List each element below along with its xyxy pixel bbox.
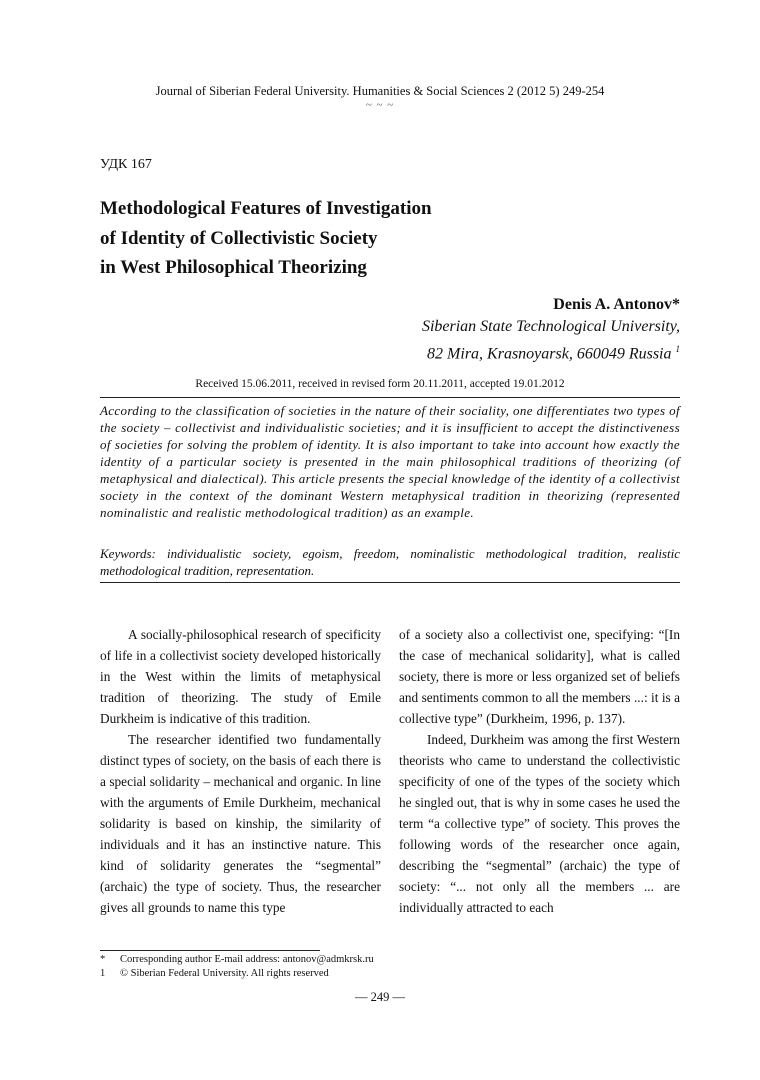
keywords: Keywords: individualistic society, egoism, freedom, nominalistic methodological tradition, realistic methodological tradition, representation. (100, 546, 680, 578)
affiliation-footnote-mark: 1 (675, 344, 680, 354)
title-line: in West Philosophical Theorizing (100, 257, 367, 278)
affiliation-address: 82 Mira, Krasnoyarsk, 660049 Russia (427, 345, 676, 363)
body-column-left (100, 624, 381, 918)
author-name: Denis A. Antonov* (553, 296, 680, 313)
received-dates: Received 15.06.2011, received in revised form 20.11.2011, accepted 19.01.2012 (195, 378, 565, 390)
page-number: — 249 — (355, 990, 405, 1004)
footnote-mark: 1 (100, 968, 106, 979)
author-affiliation (422, 316, 680, 365)
body-paragraph: of a society also a collectivist one, specifying: “[In the case of mechanical solidarity], what is called society, there is more or less organized set of beliefs and sentiments common to all the members ...: it is a collective type” (Durkheim, 1996, p. 137). (399, 627, 680, 726)
udk-code: УДК 167 (100, 157, 152, 172)
journal-header: Journal of Siberian Federal University. Humanities & Social Sciences 2 (2012 5) 249-254 (155, 84, 605, 98)
footnote (100, 953, 374, 967)
body-paragraph: The researcher identified two fundamentally distinct types of society, on the basis of each there is a special solidarity – mechanical and organic. In line with the arguments of Emile Durkheim, mechanical solidarity is based on kinship, the similarity of individuals and it has an instinctive nature. This kind of solidarity generates the “segmental” (archaic) the type of society. Thus, the researcher gives all grounds to name this type (100, 732, 381, 915)
abstract: According to the classification of societies in the nature of their sociality, one differentiates two types of the society – collectivist and individualistic societies; and it is insufficient to accept the distinctiveness of societies for solving the problem of identity. It is also important to take into account how exactly the identity of a particular society is presented in the main philosophical traditions of theorizing (of metaphysical and dialectical). This article presents the special knowledge of the identity of a collectivist society in the context of the dominant Western metaphysical tradition in theorizing (represented nominalistic and realistic methodological tradition) as an example. (100, 403, 680, 520)
title-line: Methodological Features of Investigation (100, 198, 432, 219)
affiliation-line: Siberian State Technological University, (421, 318, 680, 335)
body-paragraph: A socially-philosophical research of specificity of life in a collectivist society developed historically in the West within the limits of metaphysical tradition of theorizing. The study of Emile Durkheim is indicative of this tradition. (100, 627, 381, 726)
affiliation-line (422, 338, 680, 365)
title-line: of Identity of Collectivistic Society (100, 227, 378, 249)
body-paragraph: Indeed, Durkheim was among the first Western theorists who came to understand the collectivistic specificity of one of the types of the society which he singled out, that is why in some cases he used the term “a collective type” of society. This proves the following words of the researcher once again, describing the “segmental” (archaic) the type of society: “... not only all the members ... are individually attracted to each (399, 732, 680, 915)
footnote-mark: * (100, 954, 106, 965)
footnote-text: © Siberian Federal University. All rights reserved (120, 968, 329, 979)
footnote (100, 967, 329, 981)
footnote-rule (100, 950, 320, 951)
header-separator: ~ ~ ~ (365, 99, 395, 111)
abstract-top-rule (100, 397, 680, 398)
footnote-text: Corresponding author E-mail address: antonov@admkrsk.ru (120, 954, 374, 965)
body-column-right (399, 624, 680, 918)
article-title (100, 194, 520, 283)
abstract-bottom-rule (100, 582, 680, 583)
